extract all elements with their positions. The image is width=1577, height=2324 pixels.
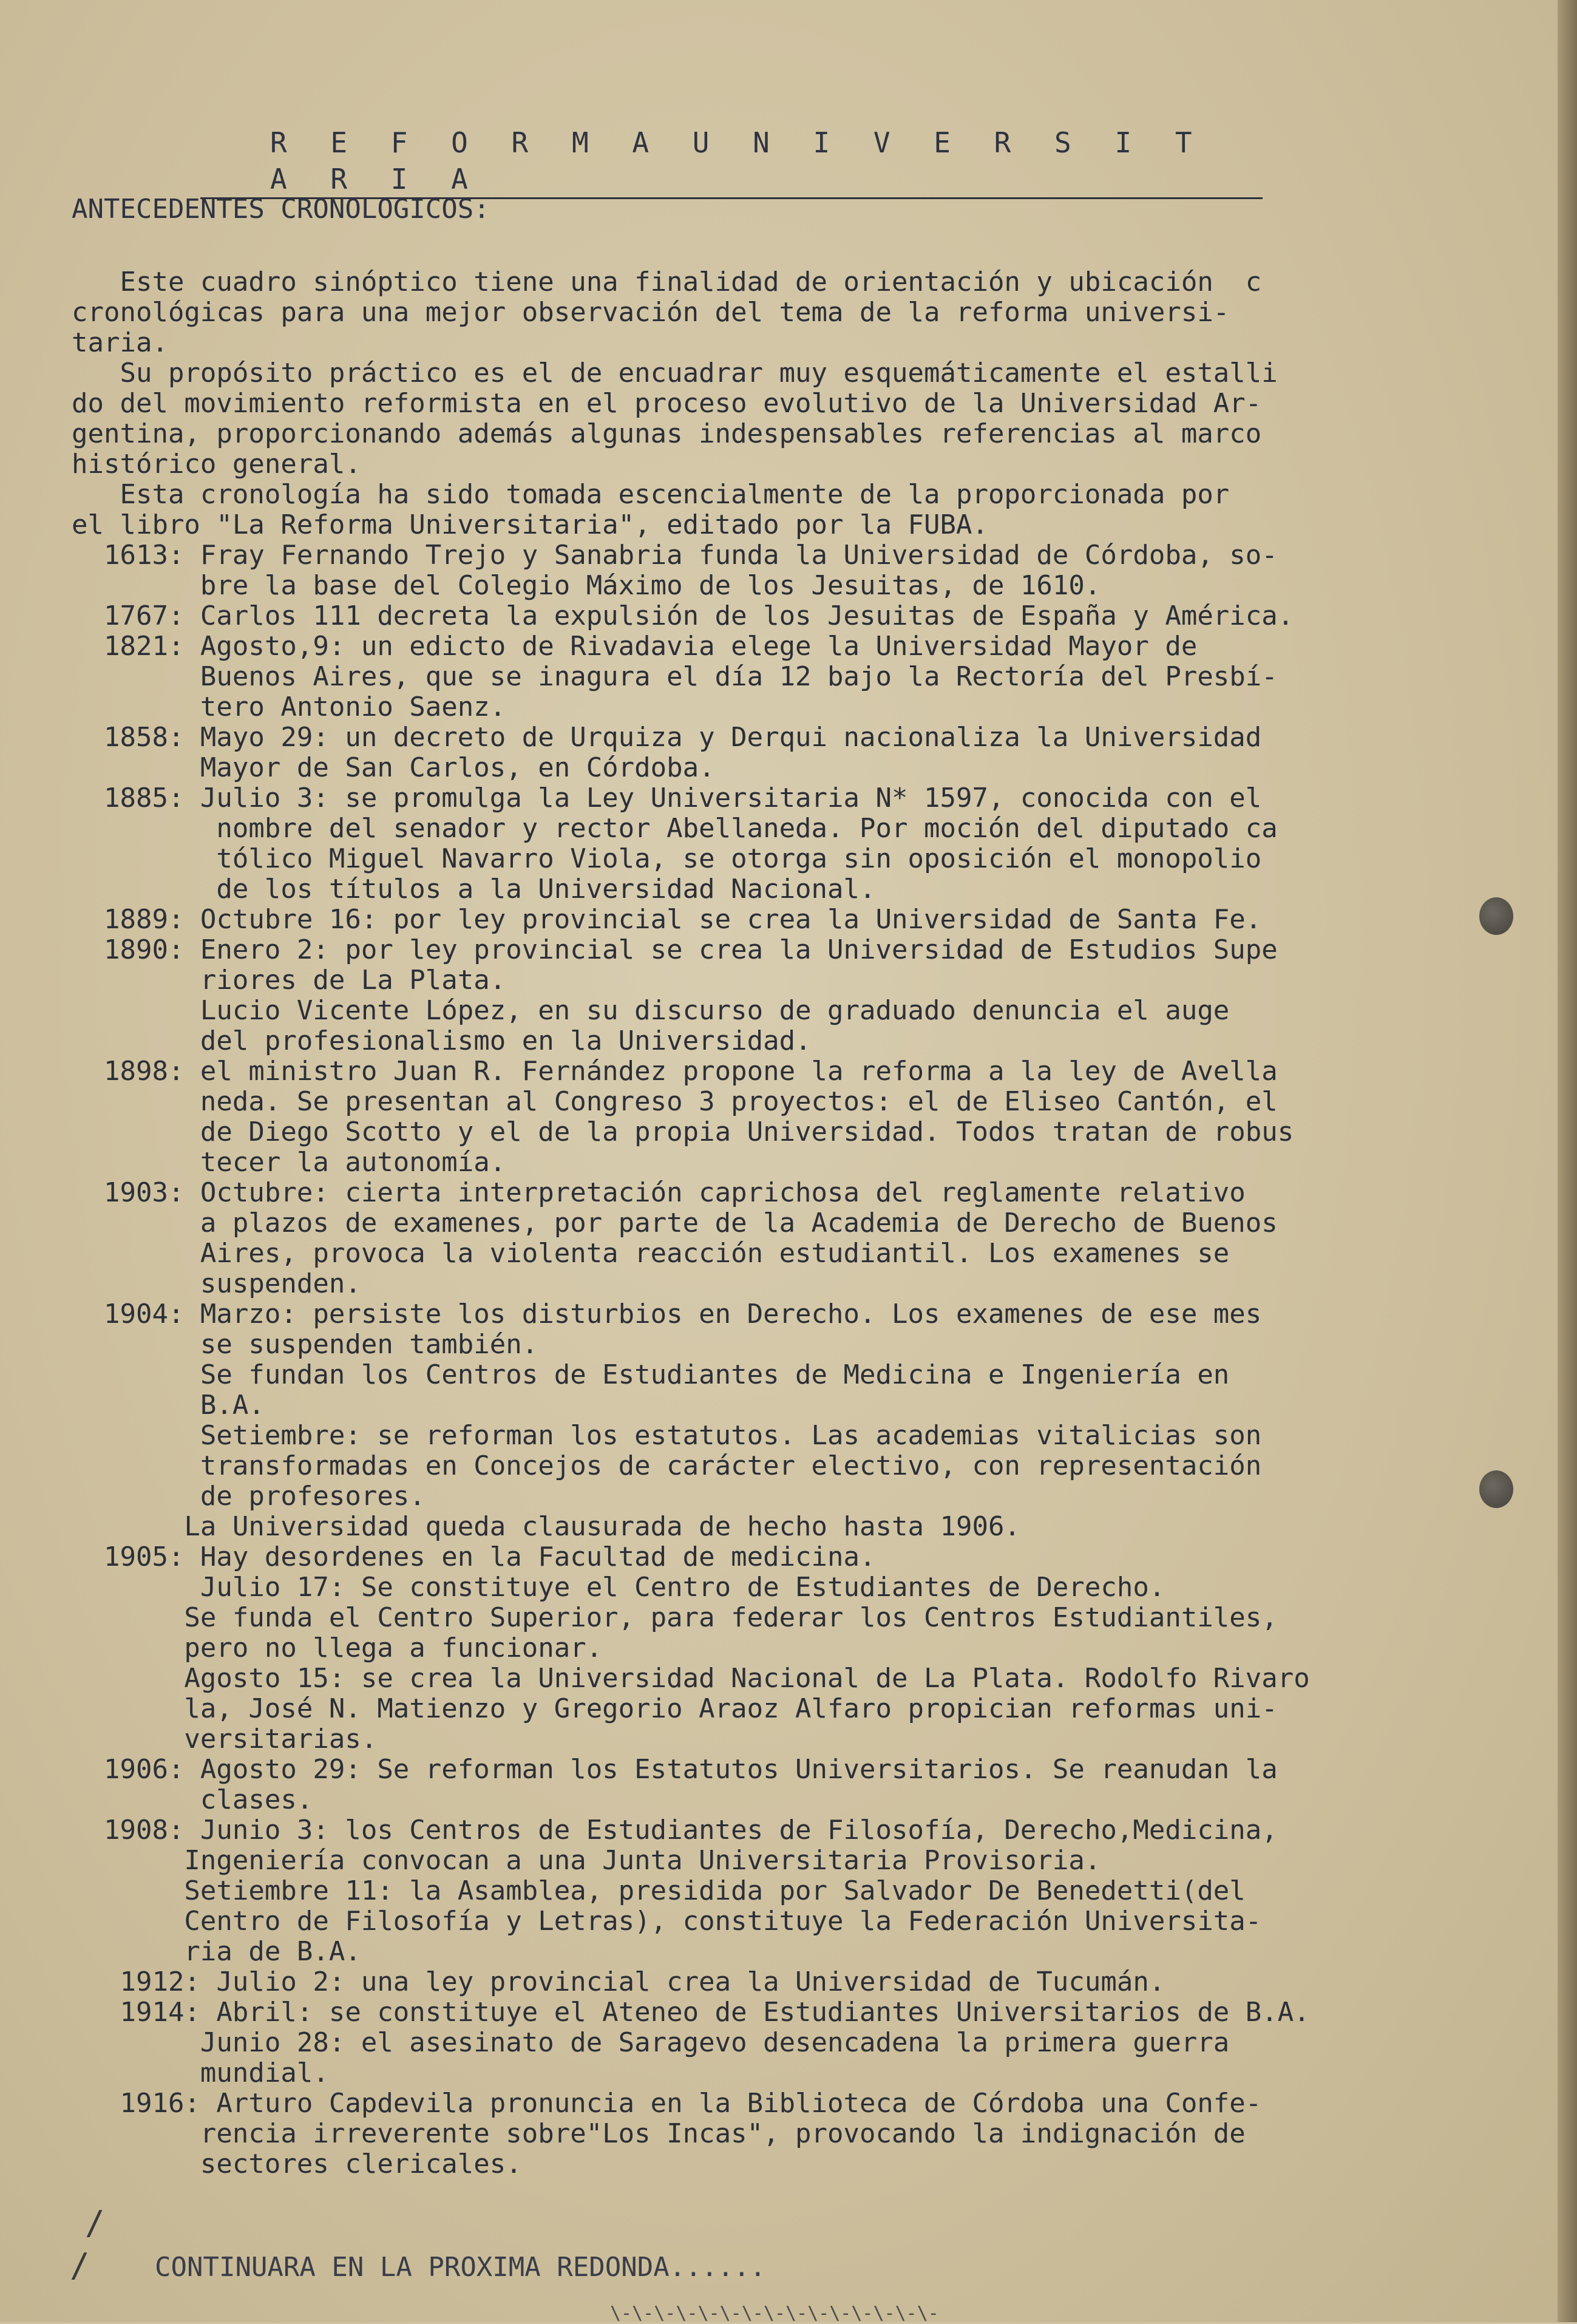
body-line: transformadas en Concejos de carácter electivo, con representación xyxy=(72,1450,1262,1481)
body-line: do del movimiento reformista en el proceso evolutivo de la Universidad Ar- xyxy=(72,388,1262,419)
body-line: 1908: Junio 3: los Centros de Estudiantes de Filosofía, Derecho,Medicina, xyxy=(72,1815,1278,1846)
body-line: tecer la autonomía. xyxy=(72,1147,506,1178)
body-line: B.A. xyxy=(72,1390,265,1421)
body-line: 1904: Marzo: persiste los disturbios en Derecho. Los examenes de ese mes xyxy=(72,1299,1262,1330)
page-edge-shadow xyxy=(1558,0,1577,2322)
body-line: Setiembre: se reforman los estatutos. Las academias vitalicias son xyxy=(72,1420,1262,1451)
body-line: Centro de Filosofía y Letras), constituye la Federación Universita- xyxy=(72,1906,1262,1937)
margin-mark-slash-2: / xyxy=(70,2246,90,2285)
continuation-footer: CONTINUARA EN LA PROXIMA REDONDA...... xyxy=(155,2252,766,2283)
document-title: R E F O R M A U N I V E R S I T A R I A xyxy=(200,124,1263,199)
body-line: bre la base del Colegio Máximo de los Jesuitas, de 1610. xyxy=(72,570,1101,601)
body-line: ria de B.A. xyxy=(72,1936,361,1967)
body-line: tero Antonio Saenz. xyxy=(72,691,506,722)
body-line: Julio 17: Se constituye el Centro de Estudiantes de Derecho. xyxy=(72,1572,1165,1603)
body-line: cronológicas para una mejor observación del tema de la reforma universi- xyxy=(72,297,1230,328)
body-line: nombre del senador y rector Abellaneda. Por moción del diputado ca xyxy=(72,813,1278,844)
body-line: 1912: Julio 2: una ley provincial crea la Universidad de Tucumán. xyxy=(72,1966,1165,1997)
body-line: 1889: Octubre 16: por ley provincial se crea la Universidad de Santa Fe. xyxy=(72,904,1262,935)
body-line: 1914: Abril: se constituye el Ateneo de Estudiantes Universitarios de B.A. xyxy=(72,1997,1310,2028)
margin-mark-slash: / xyxy=(85,2204,105,2242)
body-line: pero no llega a funcionar. xyxy=(72,1633,603,1663)
body-line: histórico general. xyxy=(72,449,361,480)
body-line: 1898: el ministro Juan R. Fernández propone la reforma a la ley de Avella xyxy=(72,1056,1278,1087)
body-line: Se fundan los Centros de Estudiantes de Medicina e Ingeniería en xyxy=(72,1359,1230,1390)
body-line: 1890: Enero 2: por ley provincial se crea la Universidad de Estudios Supe xyxy=(72,934,1278,965)
body-line: 1885: Julio 3: se promulga la Ley Universitaria N* 1597, conocida con el xyxy=(72,783,1262,814)
body-line: a plazos de examenes, por parte de la Academia de Derecho de Buenos xyxy=(72,1208,1278,1238)
body-line: Ingeniería convocan a una Junta Universitaria Provisoria. xyxy=(72,1845,1101,1876)
body-line: Agosto 15: se crea la Universidad Nacional de La Plata. Rodolfo Rivaro xyxy=(72,1663,1310,1694)
body-line: Lucio Vicente López, en su discurso de graduado denuncia el auge xyxy=(72,995,1230,1026)
body-line: Junio 28: el asesinato de Saragevo desencadena la primera guerra xyxy=(72,2027,1230,2058)
footer-rule: \-\-\-\-\-\-\-\-\-\-\-\-\-\-\- xyxy=(610,2303,939,2324)
body-line: 1905: Hay desordenes en la Facultad de medicina. xyxy=(72,1541,876,1572)
body-line: 1906: Agosto 29: Se reforman los Estatutos Universitarios. Se reanudan la xyxy=(72,1754,1278,1785)
body-line: mundial. xyxy=(72,2057,329,2088)
body-line: Mayor de San Carlos, en Córdoba. xyxy=(72,752,715,783)
body-line: neda. Se presentan al Congreso 3 proyectos: el de Eliseo Cantón, el xyxy=(72,1086,1278,1117)
body-line: La Universidad queda clausurada de hecho hasta 1906. xyxy=(72,1511,1020,1542)
body-line: clases. xyxy=(72,1784,313,1815)
body-line: el libro "La Reforma Universitaria", editado por la FUBA. xyxy=(72,509,988,540)
body-line: del profesionalismo en la Universidad. xyxy=(72,1025,812,1056)
section-heading: ANTECEDENTES CRONOLOGICOS: xyxy=(72,194,490,225)
body-line: Setiembre 11: la Asamblea, presidida por Salvador De Benedetti(del xyxy=(72,1875,1246,1906)
body-line: Este cuadro sinóptico tiene una finalidad de orientación y ubicación c xyxy=(72,267,1262,297)
body-line: 1858: Mayo 29: un decreto de Urquiza y Derqui nacionaliza la Universidad xyxy=(72,722,1262,753)
body-line: de los títulos a la Universidad Nacional. xyxy=(72,874,876,905)
body-line: Se funda el Centro Superior, para federar los Centros Estudiantiles, xyxy=(72,1602,1278,1633)
body-line: taria. xyxy=(72,327,168,358)
body-line: sectores clericales. xyxy=(72,2149,522,2180)
body-line: Su propósito práctico es el de encuadrar muy esquemáticamente el estalli xyxy=(72,358,1278,389)
body-line: 1821: Agosto,9: un edicto de Rivadavia elege la Universidad Mayor de xyxy=(72,631,1198,662)
body-line: gentina, proporcionando además algunas indespensables referencias al marco xyxy=(72,418,1262,449)
body-line: 1903: Octubre: cierta interpretación caprichosa del reglamente relativo xyxy=(72,1177,1246,1208)
body-line: 1916: Arturo Capdevila pronuncia en la Biblioteca de Córdoba una Confe- xyxy=(72,2088,1262,2119)
body-line: la, José N. Matienzo y Gregorio Araoz Alfaro propician reformas uni- xyxy=(72,1693,1278,1724)
body-line: de profesores. xyxy=(72,1481,426,1512)
body-line: de Diego Scotto y el de la propia Universidad. Todos tratan de robus xyxy=(72,1116,1294,1147)
body-line: Buenos Aires, que se inagura el día 12 bajo la Rectoría del Presbí- xyxy=(72,661,1278,692)
body-line: versitarias. xyxy=(72,1724,378,1755)
chronology-body xyxy=(72,267,1425,2180)
body-line: 1613: Fray Fernando Trejo y Sanabria funda la Universidad de Córdoba, so- xyxy=(72,540,1278,571)
body-line: riores de La Plata. xyxy=(72,965,506,996)
body-line: 1767: Carlos 111 decreta la expulsión de los Jesuitas de España y América. xyxy=(72,600,1294,631)
punch-hole-top xyxy=(1479,897,1513,935)
body-line: se suspenden también. xyxy=(72,1329,538,1360)
body-line: tólico Miguel Navarro Viola, se otorga sin oposición el monopolio xyxy=(72,843,1262,874)
body-line: Aires, provoca la violenta reacción estudiantil. Los examenes se xyxy=(72,1238,1230,1269)
body-line: rencia irreverente sobre"Los Incas", provocando la indignación de xyxy=(72,2118,1246,2149)
punch-hole-bottom xyxy=(1479,1470,1513,1508)
body-line: Esta cronología ha sido tomada escencialmente de la proporcionada por xyxy=(72,479,1230,510)
body-line: suspenden. xyxy=(72,1268,361,1299)
